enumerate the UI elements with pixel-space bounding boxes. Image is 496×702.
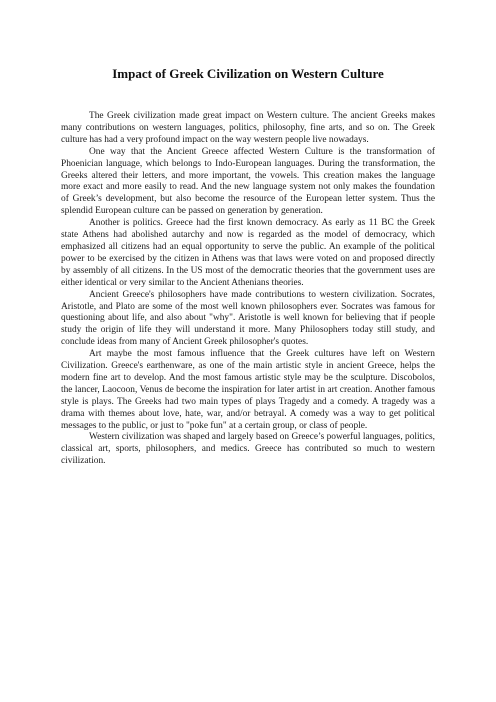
paragraph-conclusion: Western civilization was shaped and largely based on Greece’s powerful languages, politics, classical art, sports, philosophers, and medics. Greece has contributed so much to western civilization. (61, 432, 435, 467)
paragraph-language: One way that the Ancient Greece affected Western Culture is the transformation of Phoenician language, which belongs to Indo-European languages. During the transformation, the Greeks altered their letters, and more important, the vowels. This creation makes the language more exact and more easily to read. And the new language system not only makes the foundation of Greek’s development, but also become the resource of the European letter system. Thus the splendid European culture can be passed on generation by generation. (61, 146, 435, 217)
document-body (61, 111, 435, 468)
paragraph-politics: Another is politics. Greece had the first known democracy. As early as 11 BC the Greek state Athens had abolished autarchy and now is regarded as the model of democracy, which emphasized all citizens had an equal opportunity to serve the public. An example of the political power to be exercised by the citizen in Athens was that laws were voted on and proposed directly by assembly of all citizens. In the US most of the democratic theories that the government uses are either identical or very similar to the Ancient Athenians theories. (61, 218, 435, 288)
document-title: Impact of Greek Civilization on Western Culture (112, 66, 384, 81)
paragraph-intro: The Greek civilization made great impact on Western culture. The ancient Greeks makes many contributions on western languages, politics, philosophy, fine arts, and so on. The Greek culture has had a very profound impact on the way western people live nowadays. (61, 111, 435, 145)
paragraph-art: Art maybe the most famous influence that the Greek cultures have left on Western Civilization. Greece's earthenware, as one of the main artistic style in ancient Greece, helps the modern fine art to develop. And the most famous artistic style may be the sculpture. Discobolos, the lancer, Laocoon, Venus de become the inspiration for later artist in art creation. Another famous style is plays. The Greeks had two main types of plays Tragedy and a comedy. A tragedy was a drama with themes about love, hate, war, and/or betrayal. A comedy was a way to get political messages to the public, or just to "poke fun" at a certain group, or class of people. (61, 349, 435, 431)
paragraph-philosophy: Ancient Greece's philosophers have made contributions to western civilization. Socrates, Aristotle, and Plato are some of the most well known philosophers ever. Socrates was famous for questioning about life, and also about "why". Aristotle is well known for believing that if people study the origin of life they will understand it more. Many Philosophers today still study, and conclude ideas from many of Ancient Greek philosopher's quotes. (61, 289, 435, 348)
